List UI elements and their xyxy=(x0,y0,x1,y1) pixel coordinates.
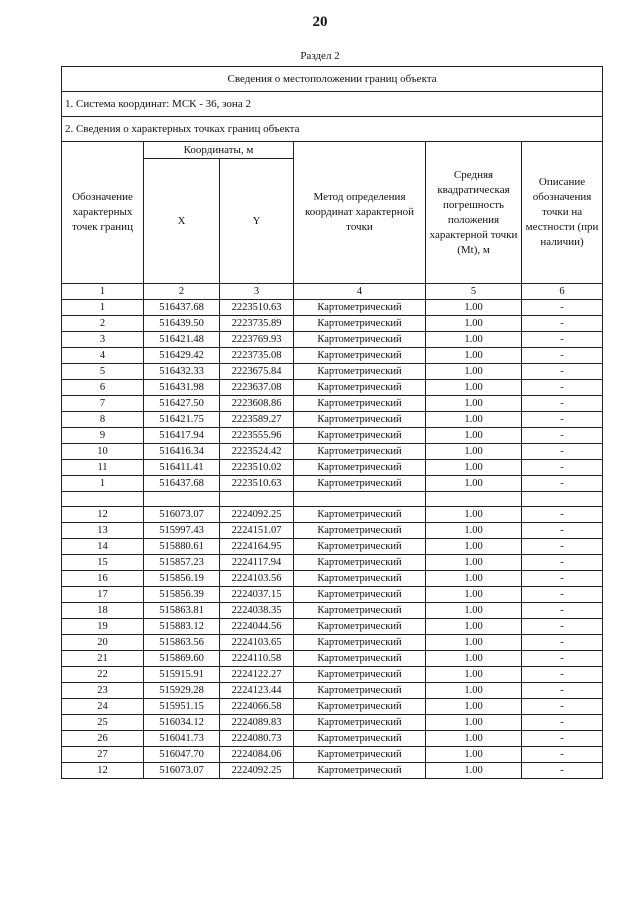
cell-method: Картометрический xyxy=(294,539,426,555)
table-row xyxy=(62,731,603,747)
cell-y: 2224110.58 xyxy=(220,651,294,667)
cell-y: 2224066.58 xyxy=(220,699,294,715)
cell-method: Картометрический xyxy=(294,348,426,364)
cell-x: 516432.33 xyxy=(144,364,220,380)
cell-x: 516411.41 xyxy=(144,460,220,476)
column-number: 4 xyxy=(294,284,426,300)
cell-description: - xyxy=(522,699,603,715)
cell-y: 2224122.27 xyxy=(220,667,294,683)
cell-accuracy: 1.00 xyxy=(426,523,522,539)
cell-point-id: 1 xyxy=(62,476,144,492)
cell-description: - xyxy=(522,635,603,651)
table-row xyxy=(62,651,603,667)
cell-accuracy: 1.00 xyxy=(426,667,522,683)
cell-accuracy: 1.00 xyxy=(426,380,522,396)
cell-x: 515856.19 xyxy=(144,571,220,587)
cell-point-id: 5 xyxy=(62,364,144,380)
cell-y: 2224123.44 xyxy=(220,683,294,699)
cell-x: 515915.91 xyxy=(144,667,220,683)
cell-x: 515857.23 xyxy=(144,555,220,571)
cell-description: - xyxy=(522,587,603,603)
cell-x: 516429.42 xyxy=(144,348,220,364)
table-row xyxy=(62,412,603,428)
cell-y: 2224164.95 xyxy=(220,539,294,555)
cell-x: 515863.81 xyxy=(144,603,220,619)
cell-y: 2223769.93 xyxy=(220,332,294,348)
cell-x: 515997.43 xyxy=(144,523,220,539)
cell-point-id: 19 xyxy=(62,619,144,635)
cell-accuracy: 1.00 xyxy=(426,300,522,316)
table-row xyxy=(62,523,603,539)
header-method: Метод определения координат характерной точки xyxy=(294,142,426,284)
table-row xyxy=(62,507,603,523)
cell-description: - xyxy=(522,364,603,380)
cell-description: - xyxy=(522,715,603,731)
cell-point-id: 6 xyxy=(62,380,144,396)
cell-description: - xyxy=(522,731,603,747)
cell-point-id: 7 xyxy=(62,396,144,412)
cell-point-id: 21 xyxy=(62,651,144,667)
table-row xyxy=(62,683,603,699)
section-label: Раздел 2 xyxy=(300,50,340,62)
cell-x: 515951.15 xyxy=(144,699,220,715)
cell-point-id: 13 xyxy=(62,523,144,539)
blank-cell xyxy=(294,492,426,507)
cell-y: 2223524.42 xyxy=(220,444,294,460)
cell-accuracy: 1.00 xyxy=(426,476,522,492)
cell-accuracy: 1.00 xyxy=(426,539,522,555)
cell-method: Картометрический xyxy=(294,523,426,539)
cell-accuracy: 1.00 xyxy=(426,715,522,731)
header-accuracy: Средняя квадратическая погрешность положения характерной точки (Mt), м xyxy=(426,142,522,284)
cell-y: 2223589.27 xyxy=(220,412,294,428)
header-y: Y xyxy=(220,159,294,284)
cell-description: - xyxy=(522,396,603,412)
cell-point-id: 11 xyxy=(62,460,144,476)
cell-point-id: 4 xyxy=(62,348,144,364)
cell-y: 2224089.83 xyxy=(220,715,294,731)
cell-y: 2224103.56 xyxy=(220,571,294,587)
cell-x: 515929.28 xyxy=(144,683,220,699)
table-row xyxy=(62,300,603,316)
cell-point-id: 8 xyxy=(62,412,144,428)
cell-method: Картометрический xyxy=(294,300,426,316)
cell-description: - xyxy=(522,763,603,779)
table-row xyxy=(62,348,603,364)
cell-description: - xyxy=(522,332,603,348)
cell-y: 2224038.35 xyxy=(220,603,294,619)
cell-y: 2223675.84 xyxy=(220,364,294,380)
cell-y: 2223510.02 xyxy=(220,460,294,476)
cell-point-id: 20 xyxy=(62,635,144,651)
cell-accuracy: 1.00 xyxy=(426,348,522,364)
cell-description: - xyxy=(522,555,603,571)
cell-accuracy: 1.00 xyxy=(426,747,522,763)
table-row xyxy=(62,603,603,619)
page-number: 20 xyxy=(312,14,328,30)
cell-method: Картометрический xyxy=(294,444,426,460)
cell-y: 2223510.63 xyxy=(220,476,294,492)
cell-point-id: 24 xyxy=(62,699,144,715)
cell-y: 2224092.25 xyxy=(220,507,294,523)
cell-point-id: 9 xyxy=(62,428,144,444)
cell-x: 515863.56 xyxy=(144,635,220,651)
cell-x: 516427.50 xyxy=(144,396,220,412)
cell-description: - xyxy=(522,539,603,555)
header-x: X xyxy=(144,159,220,284)
cell-y: 2223510.63 xyxy=(220,300,294,316)
cell-x: 516073.07 xyxy=(144,507,220,523)
cell-method: Картометрический xyxy=(294,476,426,492)
cell-accuracy: 1.00 xyxy=(426,587,522,603)
cell-x: 516421.48 xyxy=(144,332,220,348)
column-number: 6 xyxy=(522,284,603,300)
cell-y: 2224080.73 xyxy=(220,731,294,747)
cell-accuracy: 1.00 xyxy=(426,683,522,699)
cell-method: Картометрический xyxy=(294,731,426,747)
cell-description: - xyxy=(522,571,603,587)
cell-y: 2224084.06 xyxy=(220,747,294,763)
table-row xyxy=(62,587,603,603)
cell-x: 516047.70 xyxy=(144,747,220,763)
cell-point-id: 23 xyxy=(62,683,144,699)
cell-y: 2224103.65 xyxy=(220,635,294,651)
cell-description: - xyxy=(522,507,603,523)
cell-point-id: 27 xyxy=(62,747,144,763)
cell-accuracy: 1.00 xyxy=(426,332,522,348)
column-number: 2 xyxy=(144,284,220,300)
cell-x: 515880.61 xyxy=(144,539,220,555)
table-row xyxy=(62,380,603,396)
table-row xyxy=(62,396,603,412)
cell-x: 515883.12 xyxy=(144,619,220,635)
cell-description: - xyxy=(522,667,603,683)
cell-y: 2223608.86 xyxy=(220,396,294,412)
table-row xyxy=(62,364,603,380)
cell-y: 2224151.07 xyxy=(220,523,294,539)
table-row xyxy=(62,571,603,587)
table-row xyxy=(62,332,603,348)
table-row xyxy=(62,747,603,763)
cell-x: 516439.50 xyxy=(144,316,220,332)
table-row xyxy=(62,635,603,651)
cell-method: Картометрический xyxy=(294,699,426,715)
table-row xyxy=(62,699,603,715)
cell-description: - xyxy=(522,412,603,428)
cell-y: 2224117.94 xyxy=(220,555,294,571)
cell-method: Картометрический xyxy=(294,460,426,476)
cell-accuracy: 1.00 xyxy=(426,603,522,619)
cell-description: - xyxy=(522,747,603,763)
cell-y: 2223637.08 xyxy=(220,380,294,396)
cell-accuracy: 1.00 xyxy=(426,699,522,715)
blank-cell xyxy=(144,492,220,507)
cell-description: - xyxy=(522,523,603,539)
cell-point-id: 12 xyxy=(62,763,144,779)
cell-accuracy: 1.00 xyxy=(426,428,522,444)
coordinate-system-line: 1. Система координат: МСК - 36, зона 2 xyxy=(62,92,603,117)
cell-x: 516421.75 xyxy=(144,412,220,428)
cell-method: Картометрический xyxy=(294,715,426,731)
cell-description: - xyxy=(522,619,603,635)
cell-x: 516416.34 xyxy=(144,444,220,460)
cell-description: - xyxy=(522,460,603,476)
cell-method: Картометрический xyxy=(294,587,426,603)
cell-description: - xyxy=(522,651,603,667)
cell-method: Картометрический xyxy=(294,364,426,380)
cell-accuracy: 1.00 xyxy=(426,635,522,651)
cell-method: Картометрический xyxy=(294,428,426,444)
table-row xyxy=(62,444,603,460)
table-row xyxy=(62,555,603,571)
cell-accuracy: 1.00 xyxy=(426,316,522,332)
cell-method: Картометрический xyxy=(294,380,426,396)
cell-accuracy: 1.00 xyxy=(426,555,522,571)
cell-method: Картометрический xyxy=(294,619,426,635)
table-title: Сведения о местоположении границ объекта xyxy=(62,67,603,92)
blank-cell xyxy=(426,492,522,507)
table-row xyxy=(62,619,603,635)
cell-accuracy: 1.00 xyxy=(426,396,522,412)
cell-x: 515856.39 xyxy=(144,587,220,603)
cell-point-id: 10 xyxy=(62,444,144,460)
cell-description: - xyxy=(522,348,603,364)
cell-y: 2224044.56 xyxy=(220,619,294,635)
table-row xyxy=(62,476,603,492)
cell-description: - xyxy=(522,428,603,444)
blank-cell xyxy=(62,492,144,507)
blank-cell xyxy=(522,492,603,507)
header-description: Описание обозначения точки на местности (при наличии) xyxy=(522,142,603,284)
cell-method: Картометрический xyxy=(294,316,426,332)
cell-accuracy: 1.00 xyxy=(426,731,522,747)
cell-description: - xyxy=(522,300,603,316)
cell-point-id: 25 xyxy=(62,715,144,731)
cell-method: Картометрический xyxy=(294,683,426,699)
cell-x: 516073.07 xyxy=(144,763,220,779)
cell-x: 516417.94 xyxy=(144,428,220,444)
cell-description: - xyxy=(522,476,603,492)
cell-y: 2223555.96 xyxy=(220,428,294,444)
cell-x: 516437.68 xyxy=(144,476,220,492)
column-number: 1 xyxy=(62,284,144,300)
cell-y: 2223735.08 xyxy=(220,348,294,364)
cell-point-id: 2 xyxy=(62,316,144,332)
cell-accuracy: 1.00 xyxy=(426,364,522,380)
cell-method: Картометрический xyxy=(294,332,426,348)
table-row xyxy=(62,428,603,444)
cell-point-id: 26 xyxy=(62,731,144,747)
cell-description: - xyxy=(522,603,603,619)
cell-x: 516437.68 xyxy=(144,300,220,316)
cell-accuracy: 1.00 xyxy=(426,651,522,667)
table-row xyxy=(62,763,603,779)
cell-y: 2224092.25 xyxy=(220,763,294,779)
cell-method: Картометрический xyxy=(294,571,426,587)
cell-method: Картометрический xyxy=(294,747,426,763)
cell-description: - xyxy=(522,444,603,460)
cell-method: Картометрический xyxy=(294,412,426,428)
cell-method: Картометрический xyxy=(294,507,426,523)
cell-x: 516041.73 xyxy=(144,731,220,747)
blank-separator-row xyxy=(62,492,603,507)
cell-point-id: 14 xyxy=(62,539,144,555)
cell-point-id: 1 xyxy=(62,300,144,316)
cell-method: Картометрический xyxy=(294,651,426,667)
characteristic-points-line: 2. Сведения о характерных точках границ объекта xyxy=(62,117,603,142)
cell-accuracy: 1.00 xyxy=(426,619,522,635)
cell-method: Картометрический xyxy=(294,603,426,619)
cell-accuracy: 1.00 xyxy=(426,444,522,460)
table-row xyxy=(62,460,603,476)
cell-point-id: 12 xyxy=(62,507,144,523)
cell-point-id: 16 xyxy=(62,571,144,587)
cell-description: - xyxy=(522,683,603,699)
cell-description: - xyxy=(522,316,603,332)
cell-accuracy: 1.00 xyxy=(426,412,522,428)
cell-x: 516431.98 xyxy=(144,380,220,396)
header-point-designation: Обозначение характерных точек границ xyxy=(62,142,144,284)
cell-point-id: 22 xyxy=(62,667,144,683)
cell-x: 515869.60 xyxy=(144,651,220,667)
table-row xyxy=(62,539,603,555)
cell-x: 516034.12 xyxy=(144,715,220,731)
table-row xyxy=(62,715,603,731)
cell-point-id: 18 xyxy=(62,603,144,619)
column-number: 3 xyxy=(220,284,294,300)
cell-accuracy: 1.00 xyxy=(426,460,522,476)
cell-point-id: 3 xyxy=(62,332,144,348)
blank-cell xyxy=(220,492,294,507)
column-number-row xyxy=(62,284,603,300)
cell-method: Картометрический xyxy=(294,396,426,412)
cell-accuracy: 1.00 xyxy=(426,507,522,523)
cell-description: - xyxy=(522,380,603,396)
cell-y: 2223735.89 xyxy=(220,316,294,332)
column-number: 5 xyxy=(426,284,522,300)
coordinates-table xyxy=(61,66,603,779)
cell-accuracy: 1.00 xyxy=(426,763,522,779)
cell-point-id: 17 xyxy=(62,587,144,603)
cell-method: Картометрический xyxy=(294,555,426,571)
cell-method: Картометрический xyxy=(294,635,426,651)
cell-method: Картометрический xyxy=(294,667,426,683)
table-row xyxy=(62,667,603,683)
header-coordinates: Координаты, м xyxy=(144,142,294,159)
cell-point-id: 15 xyxy=(62,555,144,571)
cell-accuracy: 1.00 xyxy=(426,571,522,587)
table-row xyxy=(62,316,603,332)
cell-method: Картометрический xyxy=(294,763,426,779)
cell-y: 2224037.15 xyxy=(220,587,294,603)
